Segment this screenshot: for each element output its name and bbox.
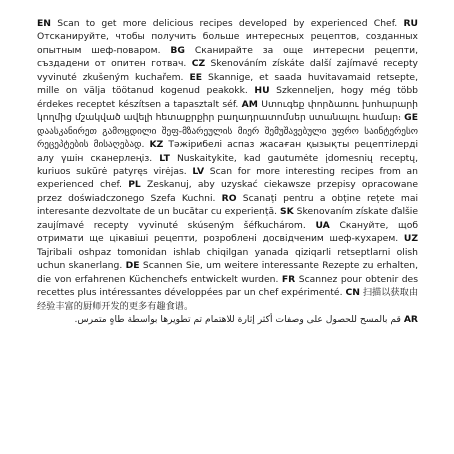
lang-code-ge: GE [404,112,418,124]
lang-code-lt: LT [159,152,170,164]
text-uz: Tajribali oshpaz tomonidan ishlab chiqilgan yanada qiziqarli retseptlarni olish uchun skanerlang. [37,246,418,272]
lang-code-ro: RO [221,192,237,204]
text-am: Ստուգեք փորձառու խոհարարի կողմից մշակված ավելի հետաքրքիր բաղադրատոմսեր ստանալու համար։ [37,98,419,124]
lang-code-cz: CZ [191,58,206,70]
lang-code-hu: HU [254,85,270,97]
lang-code-cn: CN [345,287,360,299]
text-ge: დაასკანირეთ გამოცდილი შეფ-მზარეულის მიერ შემუშავებული უფრო საინტერესო რეცეპტების მისაღებად. [37,125,418,151]
lang-code-am: AM [241,98,258,110]
lang-code-ee: EE [189,71,203,83]
lang-code-kz: KZ [149,139,164,151]
lang-code-ar: AR [403,313,418,325]
text-lt: Nuskaitykite, kad gautumėte įdomesnių receptų, kuriuos sukūrė patyręs virėjas. [37,152,419,177]
lang-code-de: DE [125,260,140,272]
text-bg: Сканирайте за още интересни рецепти, създадени от опитен готвач. [37,44,418,70]
lang-code-ua: UA [315,219,330,231]
segment-en [37,18,397,29]
text-en: Scan to get more delicious recipes developed by experienced Chef. [57,18,398,29]
segment-ar [37,313,418,326]
text-pl: Zeskanuj, aby uzyskać ciekawsze przepisy opracowane przez doświadczonego Szefa Kuchni. [37,179,418,204]
text-ar: قم بالمسح للحصول على وصفات أكثر إثارة للاهتمام تم تطويرها بواسطة طاهٍ متمرس. [74,313,401,325]
text-cz: Skenováním získáte další zajímavé recepty vyvinuté zkušeným kuchařem. [37,58,418,83]
lang-code-ru: RU [403,18,419,29]
text-ru: Отсканируйте, чтобы получить больше интересных рецептов, созданных опытным шеф-поваром. [37,31,418,56]
lang-code-lv: LV [192,165,205,177]
text-lv: Scan for more interesting recipes from an experienced chef. [37,165,418,191]
lang-code-uz: UZ [403,233,418,245]
text-ee: Skannige, et saada huvitavamaid retsepte, mille on välja töötanud kogenud peakokk. [37,71,418,97]
lang-code-sk: SK [279,206,294,218]
text-hu: Szkenneljen, hogy még több érdekes receptet készítsen a tapasztalt séf. [37,85,418,110]
lang-code-en: EN [37,18,51,29]
text-kz: Тәжірибелі аспаз жасаған қызықты рецептілерді алу үшін сканерлеңіз. [37,139,418,164]
text-sk: Skenovaním získate ďalšie zaujímavé recepty vyvinuté skúseným šéfkuchárom. [37,206,419,231]
text-cn: 扫描以获取由经验丰富的厨师开发的更多有趣食谱。 [37,287,419,312]
lang-code-bg: BG [170,44,185,56]
lang-code-pl: PL [128,179,141,191]
text-de: Scannen Sie, um weitere interessante Rezepte zu erhalten, die von erfahrenen Küchenchefs entwickelt wurden. [37,260,418,285]
lang-code-fr: FR [281,273,296,285]
text-ua: Скануйте, щоб отримати ще цікавіші рецепти, розроблені досвідченим шеф-кухарем. [37,219,418,245]
multilingual-text-block [37,17,418,326]
text-fr: Scannez pour obtenir des recettes plus intéressantes développées par un chef expérimenté. [37,273,418,299]
text-ro: Scanați pentru a obține rețete mai interesante dezvoltate de un bucătar cu experiență. [37,192,419,218]
